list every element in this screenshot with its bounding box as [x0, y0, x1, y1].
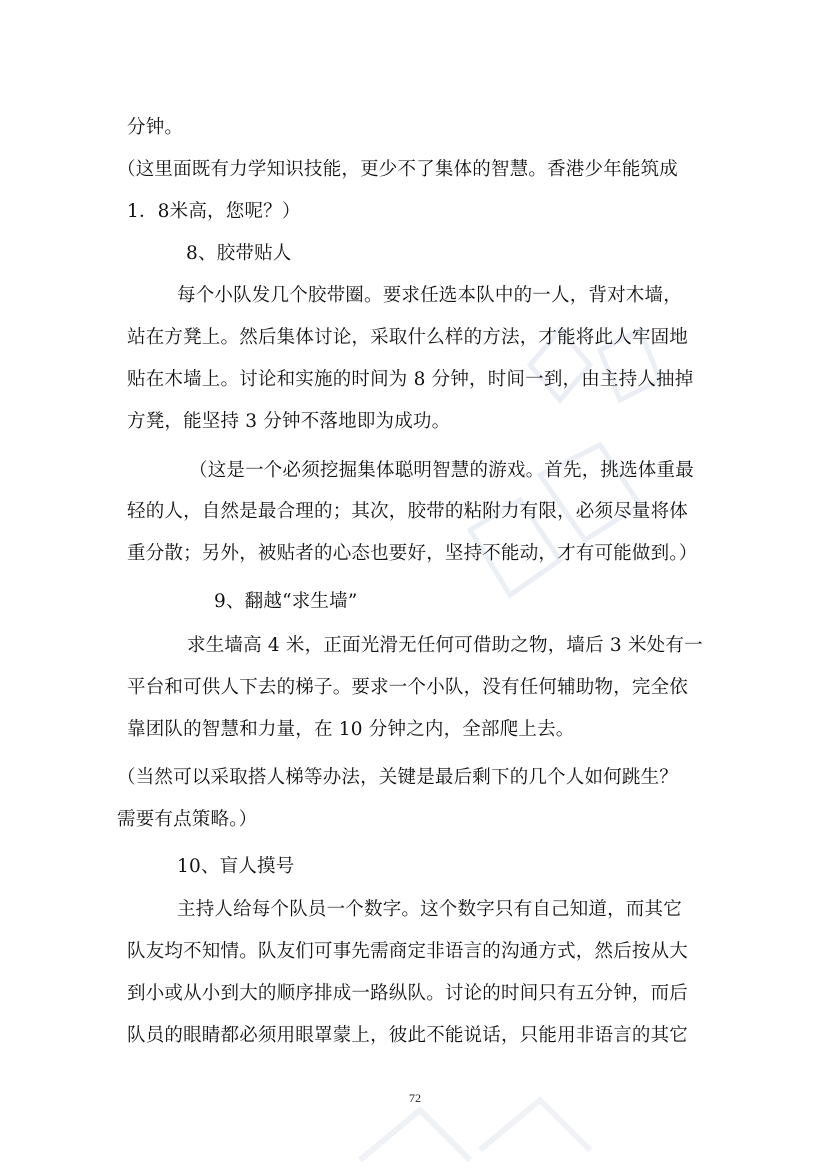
text-line: 队友均不知情。队友们可事先需商定非语言的沟通方式，然后按从大: [127, 941, 689, 962]
text-line: 主持人给每个队员一个数字。这个数字只有自己知道，而其它: [177, 899, 682, 920]
text-line: 重分散；另外，被贴者的心态也要好，坚持不能动，才有可能做到。）: [127, 543, 698, 564]
text-line: （这是一个必须挖掘集体聪明智慧的游戏。首先，挑选体重最: [189, 460, 694, 481]
text-line: 靠团队的智慧和力量，在 10 分钟之内，全部爬上去。: [127, 719, 575, 740]
text-line: 站在方凳上。然后集体讨论，采取什么样的方法，才能将此人牢固地: [127, 327, 689, 348]
section-heading: 8、胶带贴人: [186, 243, 292, 264]
text-line: 到小或从小到大的顺序排成一路纵队。讨论的时间只有五分钟，而后: [127, 983, 689, 1004]
text-line: 方凳，能坚持 3 分钟不落地即为成功。: [127, 411, 451, 432]
text-line: 轻的人，自然是最合理的；其次，胶带的粘附力有限，必须尽量将体: [127, 501, 689, 522]
text-line: （当然可以采取搭人梯等办法，关键是最后剩下的几个人如何跳生？: [117, 767, 679, 788]
section-heading: 9、翻越“求生墙”: [214, 591, 358, 612]
text-line: 1．8米高，您呢？）: [127, 201, 301, 222]
text-line: 贴在木墙上。讨论和实施的时间为 8 分钟，时间一到，由主持人抽掉: [127, 369, 694, 390]
text-line: 需要有点策略。）: [117, 809, 258, 830]
section-heading: 10、盲人摸号: [177, 856, 295, 877]
page-number: 72: [409, 1091, 421, 1105]
text-line: （这里面既有力学知识技能，更少不了集体的智慧。香港少年能筑成: [117, 159, 679, 180]
text-line: 求生墙高 4 米，正面光滑无任何可借助之物，墙后 3 米处有一: [187, 635, 703, 656]
text-line: 每个小队发几个胶带圈。要求任选本队中的一人，背对木墙，: [177, 285, 682, 306]
text-line: 队员的眼睛都必须用眼罩蒙上，彼此不能说话，只能用非语言的其它: [127, 1025, 689, 1046]
text-line: 平台和可供人下去的梯子。要求一个小队，没有任何辅助物，完全依: [127, 677, 689, 698]
text-line: 分钟。: [127, 117, 184, 138]
